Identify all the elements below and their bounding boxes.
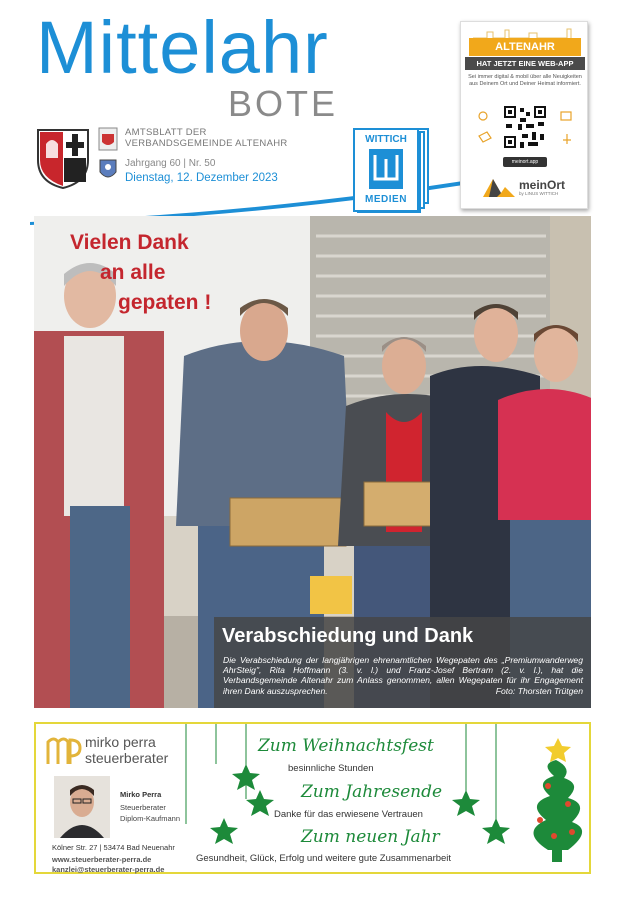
publisher-mark-icon (369, 149, 403, 189)
greeting-year-end-sub: Danke für das erwiesene Vertrauen (274, 809, 423, 820)
advisor-role: Steuerberater (120, 803, 166, 812)
small-crest-icon (97, 126, 119, 152)
presentation-slogan (70, 228, 211, 318)
official-gazette-line: AMTSBLATT DER (125, 127, 207, 138)
masthead-subtitle: BOTE (228, 83, 339, 124)
meinort-byline: by LINUS WITTICH (519, 191, 559, 196)
advisor-email-link[interactable]: kanzlei@steuerberater-perra.de (52, 865, 165, 874)
decor-left-icon (475, 106, 495, 152)
publisher-logo (353, 128, 433, 216)
caption-headline: Verabschiedung und Dank (222, 625, 474, 647)
advisor-address: Kölner Str. 27 | 53474 Bad Neuenahr (52, 843, 175, 852)
photo-credit: Foto: Thorsten Trütgen (495, 686, 583, 696)
qr-code-icon[interactable] (502, 104, 548, 150)
municipality-line: VERBANDSGEMEINDE ALTENAHR (125, 138, 288, 149)
caption-body: Die Verabschiedung der langjährigen ehrenamtlichen Wegepaten des „Premiumwanderweg AhrSteig", Rita Hoffmann (3. v. l.) und Franz-Josef Bertram (2. v. l.), hat die Verbandsgemeinde Altenahr zum Anlass genommen, allen Wegepaten für ihr Engagement ihren Dank auszusprechen. (223, 655, 583, 696)
christmas-tree-icon (533, 738, 582, 862)
web-app-link[interactable]: meinort.app (503, 157, 547, 167)
advisor-website-link[interactable]: www.steuerberater-perra.de (52, 855, 152, 864)
advisor-portrait (54, 776, 110, 838)
slogan-line-2: an alle (100, 261, 166, 284)
issue-date: Dienstag, 12. Dezember 2023 (125, 172, 278, 184)
greeting-new-year: Zum neuen Jahr (301, 827, 440, 847)
decor-right-icon (557, 106, 577, 152)
web-app-promo (460, 21, 588, 209)
meinort-logo (481, 175, 581, 199)
meinort-brand: meinOrt (519, 178, 566, 192)
greeting-year-end: Zum Jahresende (301, 782, 443, 802)
advisor-name: Mirko Perra (120, 790, 162, 799)
masthead-title: Mittelahr (36, 6, 329, 89)
photo-caption (214, 617, 591, 708)
app-banner-town: ALTENAHR (469, 38, 581, 56)
advisor-degree: Diplom-Kaufmann (120, 814, 181, 823)
app-description: Sei immer digital & mobil über alle Neuigkeiten aus Deinem Ort und Deiner Heimat informiert. (468, 74, 582, 87)
greeting-new-year-sub: Gesundheit, Glück, Erfolg und weitere gute Zusammenarbeit (196, 853, 452, 864)
app-banner-web-app: HAT JETZT EINE WEB-APP (465, 57, 585, 70)
ad-logo-role: steuerberater (85, 750, 169, 766)
ad-logo-name: mirko perra (85, 734, 156, 750)
tax-advisor-ad (34, 722, 591, 874)
issue-number: Jahrgang 60 | Nr. 50 (125, 158, 216, 169)
greeting-christmas: Zum Weihnachtsfest (258, 736, 434, 756)
publisher-name: WITTICH (365, 134, 407, 145)
meinort-mark-icon (483, 177, 515, 197)
greeting-christmas-sub: besinnliche Stunden (288, 763, 374, 774)
publisher-media: MEDIEN (365, 194, 407, 205)
slogan-line-1: Vielen Dank (70, 231, 189, 254)
mp-logo-icon (46, 736, 82, 766)
slogan-line-3: gepaten ! (118, 291, 212, 314)
